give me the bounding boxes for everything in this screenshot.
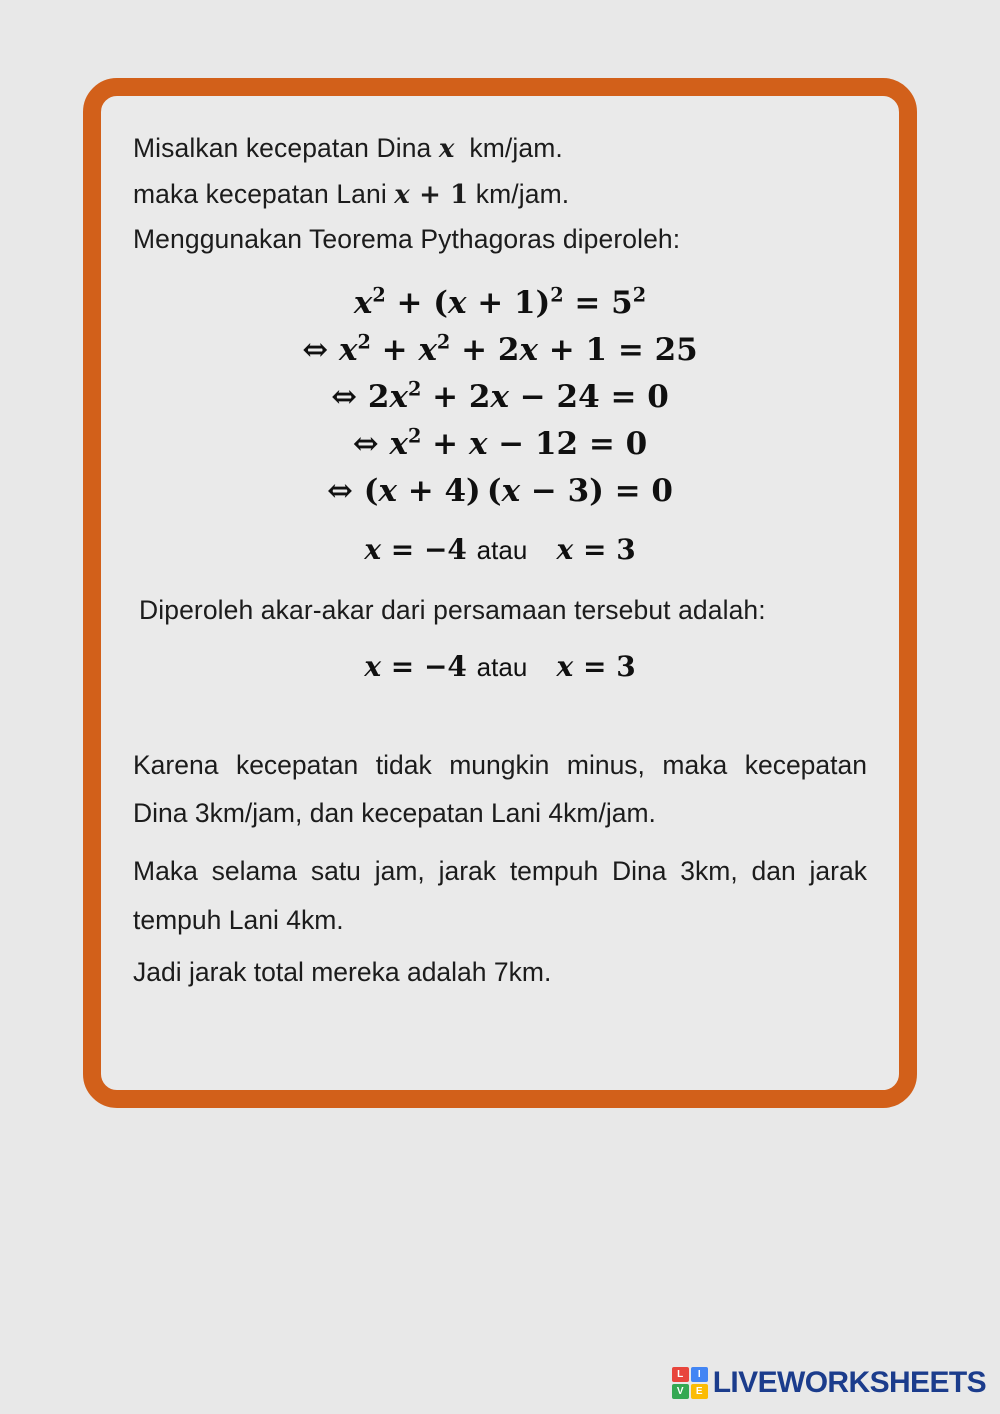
logo-letter-v: V <box>672 1384 689 1399</box>
statement-line-3: Menggunakan Teorema Pythagoras diperoleh: <box>133 224 681 255</box>
equation-2: ⇔ $x^2 + x^2 + 2x + 1 = 25$ <box>302 330 698 368</box>
paragraph-speed: Karena kecepatan tidak mungkin minus, maka kecepatan Dina 3km/jam, dan kecepatan Lani 4km/jam. <box>133 750 867 829</box>
statement-line-2-math: x + 1 <box>394 179 469 210</box>
logo-letter-l: L <box>672 1367 689 1382</box>
worksheet-card <box>83 78 917 1108</box>
logo-letter-e: E <box>691 1384 708 1399</box>
roots-line-2: x = −4 atau x = 3 <box>364 650 636 684</box>
equation-5: ⇔ (x + 4) (x − 3) = 0 <box>327 473 673 510</box>
liveworksheets-logo <box>672 1366 986 1400</box>
statement-line-1 <box>133 126 867 172</box>
statement-line-2-prefix: maka kecepatan Lani <box>133 178 387 209</box>
equation-1: $x^2 + (x + 1)^2 = 5^2$ <box>353 283 647 321</box>
equation-block <box>133 280 867 516</box>
statement-line-1-prefix: Misalkan kecepatan Dina <box>133 133 432 163</box>
logo-letter-i: I <box>691 1367 708 1382</box>
statement-line-1-math: x <box>438 134 455 164</box>
equation-3: ⇔ $2x^2 + 2x - 24 = 0$ <box>331 377 669 416</box>
paragraph-distance: Maka selama satu jam, jarak tempuh Dina 3km, dan jarak tempuh Lani 4km. <box>133 856 867 935</box>
conclusion-intro: Diperoleh akar-akar dari persamaan tersebut adalah: <box>139 594 766 625</box>
logo-wordmark: LIVEWORKSHEETS <box>712 1366 986 1399</box>
statement-line-2-suffix: km/jam. <box>475 178 570 209</box>
worksheet-content <box>101 96 899 1016</box>
paragraph-total: Jadi jarak total mereka adalah 7km. <box>133 956 552 987</box>
roots-line-1: x = −4 atau x = 3 <box>364 533 636 567</box>
logo-squares-icon <box>672 1367 708 1399</box>
statement-line-1-suffix: km/jam. <box>469 133 563 163</box>
statement-line-2 <box>133 172 867 218</box>
equation-4: ⇔ $x^2 + x - 12 = 0$ <box>352 424 648 463</box>
